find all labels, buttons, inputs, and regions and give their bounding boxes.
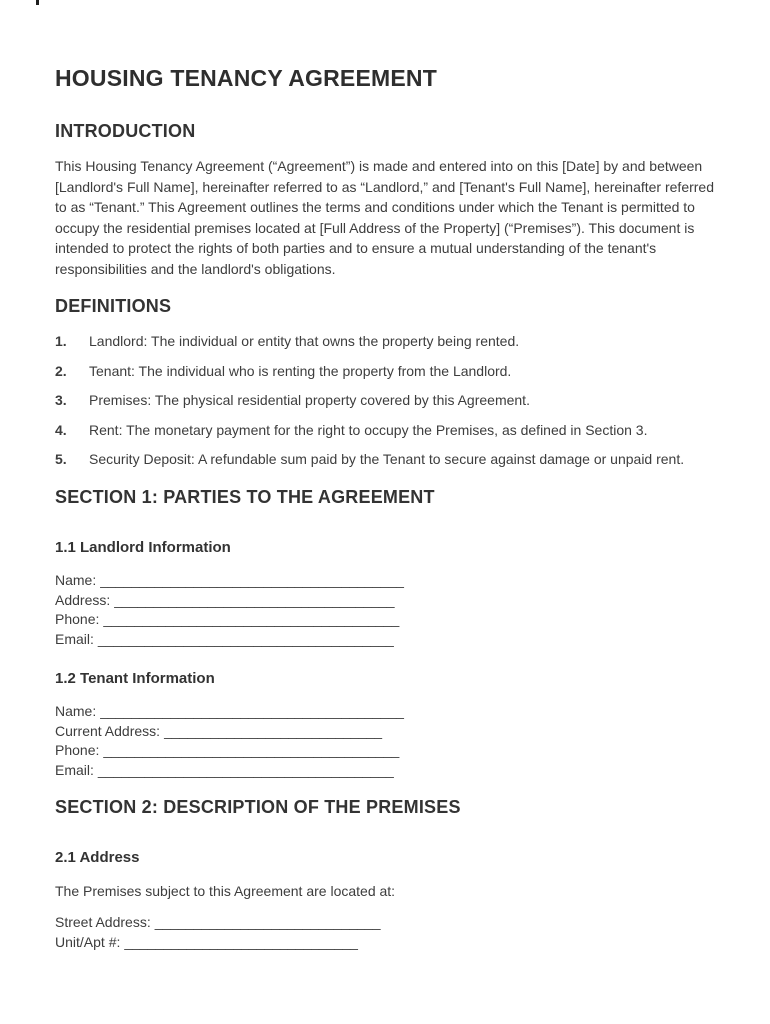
list-item-number: 3. xyxy=(55,392,67,408)
definition-item-premises xyxy=(55,390,715,411)
field-blank-line: ______________________________________ xyxy=(103,742,400,758)
definition-item-landlord xyxy=(55,331,715,352)
field-unit-apt-number xyxy=(55,933,715,953)
field-label: Phone: xyxy=(55,611,100,627)
field-blank-line: _______________________________________ xyxy=(100,572,404,588)
field-landlord-phone xyxy=(55,610,715,630)
address-heading: 2.1 Address xyxy=(55,849,140,866)
field-blank-line: ____________________________________ xyxy=(114,591,395,608)
field-blank-line: ____________________________ xyxy=(164,722,383,739)
definitions-heading: DEFINITIONS xyxy=(55,296,172,316)
definition-item-rent xyxy=(55,420,715,441)
field-label: Address: xyxy=(55,591,111,608)
tenant-information-heading: 1.2 Tenant Information xyxy=(55,670,215,687)
list-item-text: Tenant: The individual who is renting the property from the Landlord. xyxy=(89,362,512,379)
field-blank-line: _______________________________________ xyxy=(100,703,404,719)
list-item-text: Rent: The monetary payment for the right to occupy the Premises, as defined in Section 3. xyxy=(89,421,648,438)
field-tenant-name xyxy=(55,702,715,722)
definitions-list xyxy=(55,331,715,470)
field-landlord-address xyxy=(55,591,715,611)
introduction-paragraph: This Housing Tenancy Agreement (“Agreement”) is made and entered into on this [Date] by and between [Landlord's Full Name], hereinafter referred to as “Landlord,” and [Tenant's Full Name], hereinafter referred to as “Tenant.” This Agreement outlines the terms and conditions under which the Tenant is permitted to occupy the residential premises located at [Full Address of the Property] (“Premises”). This document is intended to protect the rights of both parties and to ensure a mutual understanding of the tenant's responsibilities and the landlord's obligations. xyxy=(55,158,715,277)
field-label: Current Address: xyxy=(55,722,161,739)
field-label: Phone: xyxy=(55,742,100,758)
field-tenant-phone xyxy=(55,741,715,761)
list-item-text: Landlord: The individual or entity that owns the property being rented. xyxy=(89,333,520,349)
section1-heading: SECTION 1: PARTIES TO THE AGREEMENT xyxy=(55,487,435,507)
list-item-text: Security Deposit: A refundable sum paid by the Tenant to secure against damage or unpaid rent. xyxy=(89,451,685,467)
field-label: Street Address: xyxy=(55,914,151,930)
landlord-information-heading: 1.1 Landlord Information xyxy=(55,539,231,556)
section2-heading: SECTION 2: DESCRIPTION OF THE PREMISES xyxy=(55,797,461,817)
field-blank-line: ______________________________________ xyxy=(97,630,394,647)
definition-item-tenant xyxy=(55,361,715,382)
introduction-heading: INTRODUCTION xyxy=(55,121,196,141)
field-street-address xyxy=(55,913,715,933)
landlord-information-fields xyxy=(55,571,715,649)
document-title: HOUSING TENANCY AGREEMENT xyxy=(55,65,437,91)
field-label: Name: xyxy=(55,703,97,719)
list-item-text: Premises: The physical residential property covered by this Agreement. xyxy=(89,392,530,408)
field-label: Name: xyxy=(55,572,97,588)
scan-artifact xyxy=(36,0,39,5)
field-label: Email: xyxy=(55,630,94,647)
list-item-number: 5. xyxy=(55,451,67,467)
address-lead-text: The Premises subject to this Agreement are located at: xyxy=(55,883,396,899)
field-landlord-email xyxy=(55,630,715,650)
field-blank-line: ______________________________________ xyxy=(97,761,394,778)
field-label: Email: xyxy=(55,761,94,778)
field-blank-line: ______________________________ xyxy=(124,933,358,950)
field-blank-line: _____________________________ xyxy=(154,914,381,930)
tenant-information-fields xyxy=(55,702,715,780)
field-blank-line: ______________________________________ xyxy=(103,611,400,627)
list-item-number: 2. xyxy=(55,362,67,379)
field-landlord-name xyxy=(55,571,715,591)
list-item-number: 1. xyxy=(55,333,67,349)
field-label: Unit/Apt #: xyxy=(55,933,121,950)
field-tenant-current-address xyxy=(55,722,715,742)
field-tenant-email xyxy=(55,761,715,781)
definition-item-security-deposit xyxy=(55,449,715,470)
premises-address-fields xyxy=(55,913,715,952)
list-item-number: 4. xyxy=(55,421,67,438)
